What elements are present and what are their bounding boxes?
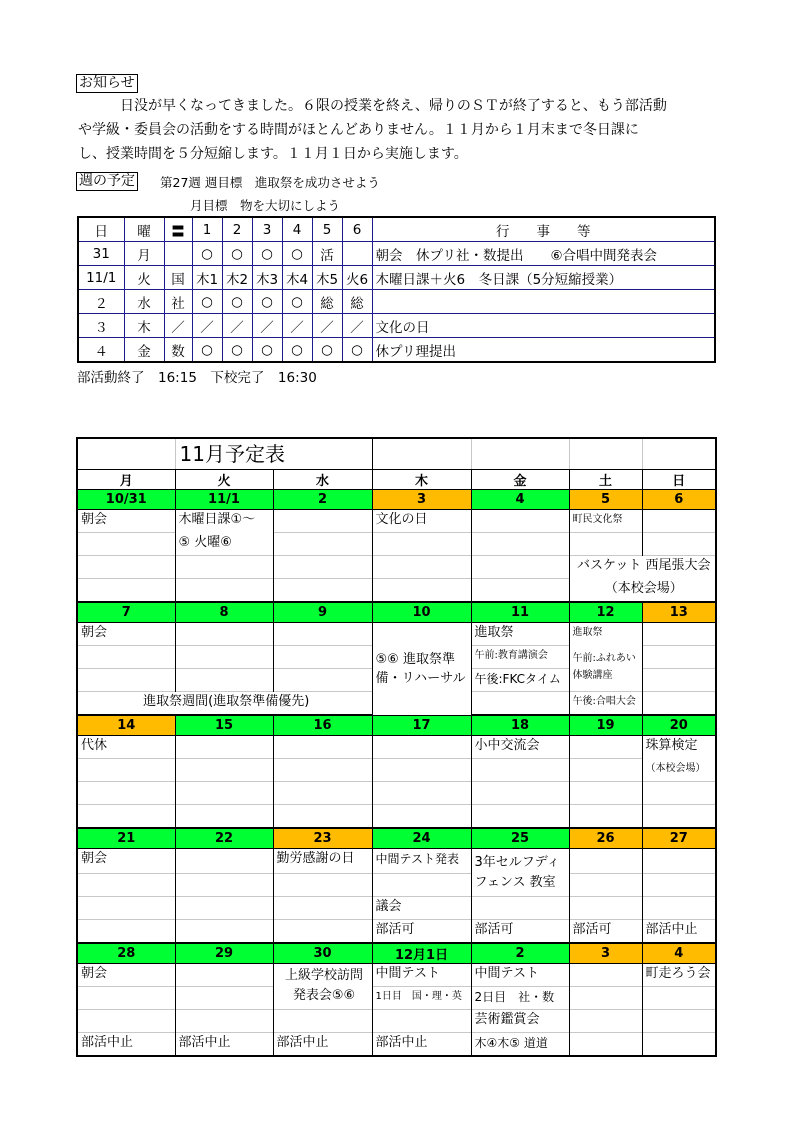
event-text: 体験講座: [572, 669, 613, 681]
date-cell: 14: [77, 715, 175, 736]
header-cell: 1: [192, 217, 222, 242]
cell: [164, 242, 192, 266]
event-text: 中間テスト発表: [375, 852, 460, 866]
cell: 31: [78, 242, 124, 266]
header-cell: 4: [282, 217, 312, 242]
weekly-header-row: [78, 217, 715, 242]
header-cell: 日: [78, 217, 124, 242]
event-text: 部活可: [572, 921, 612, 937]
event-cell: 朝会 休プリ社・数提出 ⑥合唱中間発表会: [372, 242, 715, 266]
header-cell: 曜: [124, 217, 164, 242]
date-cell: 12月1日: [372, 943, 471, 964]
cell: ○: [252, 290, 282, 314]
date-cell: 4: [471, 490, 569, 510]
event-text: 町走ろう会: [645, 965, 711, 981]
cell: ３: [78, 314, 124, 338]
cell: ／: [164, 314, 192, 338]
date-cell: 29: [175, 943, 273, 964]
event-text: 木④木⑤ 道道: [474, 1035, 548, 1050]
date-cell: 13: [642, 602, 716, 623]
cell: ○: [252, 242, 282, 266]
cell: ／: [222, 314, 252, 338]
date-cell: 9: [273, 602, 372, 623]
club-end-time: 部活動終了 16:15 下校完了 16:30: [77, 370, 317, 386]
week-5-dates: [77, 943, 716, 964]
date-cell: 12: [569, 602, 642, 623]
event-text: 芸術鑑賞会: [474, 1011, 540, 1027]
event-text: 議会: [375, 898, 402, 914]
cell: 11/1: [78, 266, 124, 290]
event-text: 町民文化祭: [572, 514, 623, 525]
cell: 木5: [312, 266, 342, 290]
event-text: 中間テスト: [375, 965, 440, 981]
date-cell: 17: [372, 715, 471, 736]
weekday-sun: 日: [642, 470, 716, 490]
week-goal: 第27週 週目標 進取祭を成功させよう: [160, 175, 380, 190]
header-cell: 〓: [164, 217, 192, 242]
cell: ４: [78, 338, 124, 363]
cell: ○: [282, 290, 312, 314]
cell: ／: [282, 314, 312, 338]
event-text: 部活中止: [276, 1034, 329, 1050]
header-cell: 2: [222, 217, 252, 242]
event-text: 午後:FKCタイム: [474, 672, 561, 686]
weekday-sat: 土: [569, 470, 642, 490]
event-text: 部活中止: [81, 1034, 134, 1050]
cell: 国: [164, 266, 192, 290]
notice-line-2: や学級・委員会の活動をする時間がほとんどありません。１１月から１月末まで冬日課に: [78, 122, 639, 138]
event-text: 朝会: [81, 512, 108, 527]
event-text: 朝会: [81, 851, 108, 866]
cell: 木4: [282, 266, 312, 290]
date-cell: 23: [273, 828, 372, 849]
date-cell: 28: [77, 943, 175, 964]
event-text: 部活可: [375, 921, 415, 937]
weekly-schedule-table: [77, 216, 716, 363]
weekday-tue: 火: [175, 470, 273, 490]
cell: ○: [192, 338, 222, 363]
notice-label: お知らせ: [76, 74, 138, 93]
event-text: 2日目 社・数: [474, 989, 555, 1004]
cell: ○: [192, 290, 222, 314]
cell: [342, 242, 372, 266]
table-row: [78, 290, 715, 314]
event-cell: [372, 290, 715, 314]
event-text: 木曜日課①～: [178, 512, 256, 527]
date-cell: 11: [471, 602, 569, 623]
event-text: 午前:ふれあい: [572, 652, 636, 664]
date-cell: 27: [642, 828, 716, 849]
cell: 火: [124, 266, 164, 290]
week-3-dates: [77, 715, 716, 736]
event-text: 中間テスト: [474, 965, 539, 981]
event-text: 進取祭: [474, 625, 514, 640]
cell: 活: [312, 242, 342, 266]
event-text: 代休: [81, 738, 108, 753]
cell: 水: [124, 290, 164, 314]
weekday-wed: 水: [273, 470, 372, 490]
event-text: フェンス 教室: [474, 875, 556, 890]
cell: ○: [222, 290, 252, 314]
date-cell: 3: [372, 490, 471, 510]
cell: 数: [164, 338, 192, 363]
cell: 総: [312, 290, 342, 314]
cell: 火6: [342, 266, 372, 290]
weekday-header-row: [77, 470, 716, 490]
event-text: 朝会: [81, 625, 108, 640]
header-cell: 6: [342, 217, 372, 242]
header-cell: 5: [312, 217, 342, 242]
week-2-dates: [77, 602, 716, 623]
date-cell: 4: [642, 943, 716, 964]
event-text: バスケット 西尾張大会: [577, 558, 711, 573]
cell: 月: [124, 242, 164, 266]
date-cell: 11/1: [175, 490, 273, 510]
event-text: 部活可: [474, 921, 514, 937]
event-text: ⑤⑥ 進取祭準: [375, 651, 455, 667]
event-cell: 休プリ理提出: [372, 338, 715, 363]
week-1-dates: [77, 490, 716, 510]
date-cell: 6: [642, 490, 716, 510]
cell: 金: [124, 338, 164, 363]
cell: ２: [78, 290, 124, 314]
event-cell: 文化の日: [372, 314, 715, 338]
date-cell: 2: [273, 490, 372, 510]
event-text: 朝会: [81, 965, 108, 981]
calendar-title: 11月予定表: [175, 438, 372, 470]
date-cell: 18: [471, 715, 569, 736]
weekday-fri: 金: [471, 470, 569, 490]
cell: 総: [342, 290, 372, 314]
festival-week-banner: 進取祭週間(進取祭準備優先): [143, 694, 310, 709]
date-cell: 2: [471, 943, 569, 964]
date-cell: 10/31: [77, 490, 175, 510]
date-cell: 22: [175, 828, 273, 849]
date-cell: 3: [569, 943, 642, 964]
event-text: 珠算検定: [645, 738, 698, 753]
event-text: 午後:合唱大会: [572, 696, 636, 707]
table-row: [78, 266, 715, 290]
event-text: （本校会場）: [645, 762, 706, 774]
event-text: 午前:教育講演会: [474, 650, 548, 661]
cell: ／: [312, 314, 342, 338]
event-text: 備・リハーサル: [375, 670, 466, 686]
cell: ○: [312, 338, 342, 363]
header-cell: 3: [252, 217, 282, 242]
cell: 社: [164, 290, 192, 314]
cell: ○: [252, 338, 282, 363]
date-cell: 10: [372, 602, 471, 623]
cell: ○: [192, 242, 222, 266]
cell: ／: [342, 314, 372, 338]
date-cell: 7: [77, 602, 175, 623]
table-row: [78, 314, 715, 338]
cell: ○: [222, 242, 252, 266]
cell: ○: [222, 338, 252, 363]
week-4-dates: [77, 828, 716, 849]
cell: ○: [282, 242, 312, 266]
date-cell: 5: [569, 490, 642, 510]
event-text: 部活中止: [645, 921, 698, 937]
event-text: 部活中止: [375, 1034, 428, 1050]
event-text: 勤労感謝の日: [276, 851, 355, 866]
monthly-calendar: [76, 437, 717, 1057]
event-text: 上級学校訪問: [285, 967, 364, 983]
header-cell: 行 事 等: [372, 217, 715, 242]
event-text: 1日目 国・理・英: [375, 990, 462, 1002]
cell: 木3: [252, 266, 282, 290]
date-cell: 16: [273, 715, 372, 736]
event-text: 部活中止: [178, 1034, 231, 1050]
cell: 木1: [192, 266, 222, 290]
date-cell: 19: [569, 715, 642, 736]
event-text: ⑤ 火曜⑥: [178, 534, 232, 550]
month-goal: 月目標 物を大切にしよう: [190, 198, 341, 213]
event-cell: 木曜日課＋火6 冬日課（5分短縮授業）: [372, 266, 715, 290]
notice-line-1: 日没が早くなってきました。６限の授業を終え、帰りのＳＴが終了すると、もう部活動: [120, 98, 667, 114]
date-cell: 25: [471, 828, 569, 849]
weekday-thu: 木: [372, 470, 471, 490]
date-cell: 26: [569, 828, 642, 849]
event-text: 文化の日: [375, 512, 428, 527]
event-text: （本校会場）: [604, 580, 683, 596]
table-row: [78, 338, 715, 363]
notice-line-3: し、授業時間を５分短縮します。１１月１日から実施します。: [78, 146, 468, 162]
cell: ○: [282, 338, 312, 363]
event-text: 3年セルフディ: [474, 855, 560, 870]
weekly-label: 週の予定: [76, 172, 138, 191]
date-cell: 21: [77, 828, 175, 849]
event-text: 発表会⑤⑥: [292, 988, 356, 1003]
date-cell: 24: [372, 828, 471, 849]
date-cell: 20: [642, 715, 716, 736]
event-text: 進取祭: [572, 627, 603, 638]
date-cell: 15: [175, 715, 273, 736]
weekday-mon: 月: [77, 470, 175, 490]
cell: 木: [124, 314, 164, 338]
cell: ○: [342, 338, 372, 363]
calendar-title-row: [77, 438, 716, 470]
cell: ／: [192, 314, 222, 338]
date-cell: 8: [175, 602, 273, 623]
cell: ／: [252, 314, 282, 338]
event-text: 小中交流会: [474, 738, 540, 753]
date-cell: 30: [273, 943, 372, 964]
cell: 木2: [222, 266, 252, 290]
table-row: [78, 242, 715, 266]
